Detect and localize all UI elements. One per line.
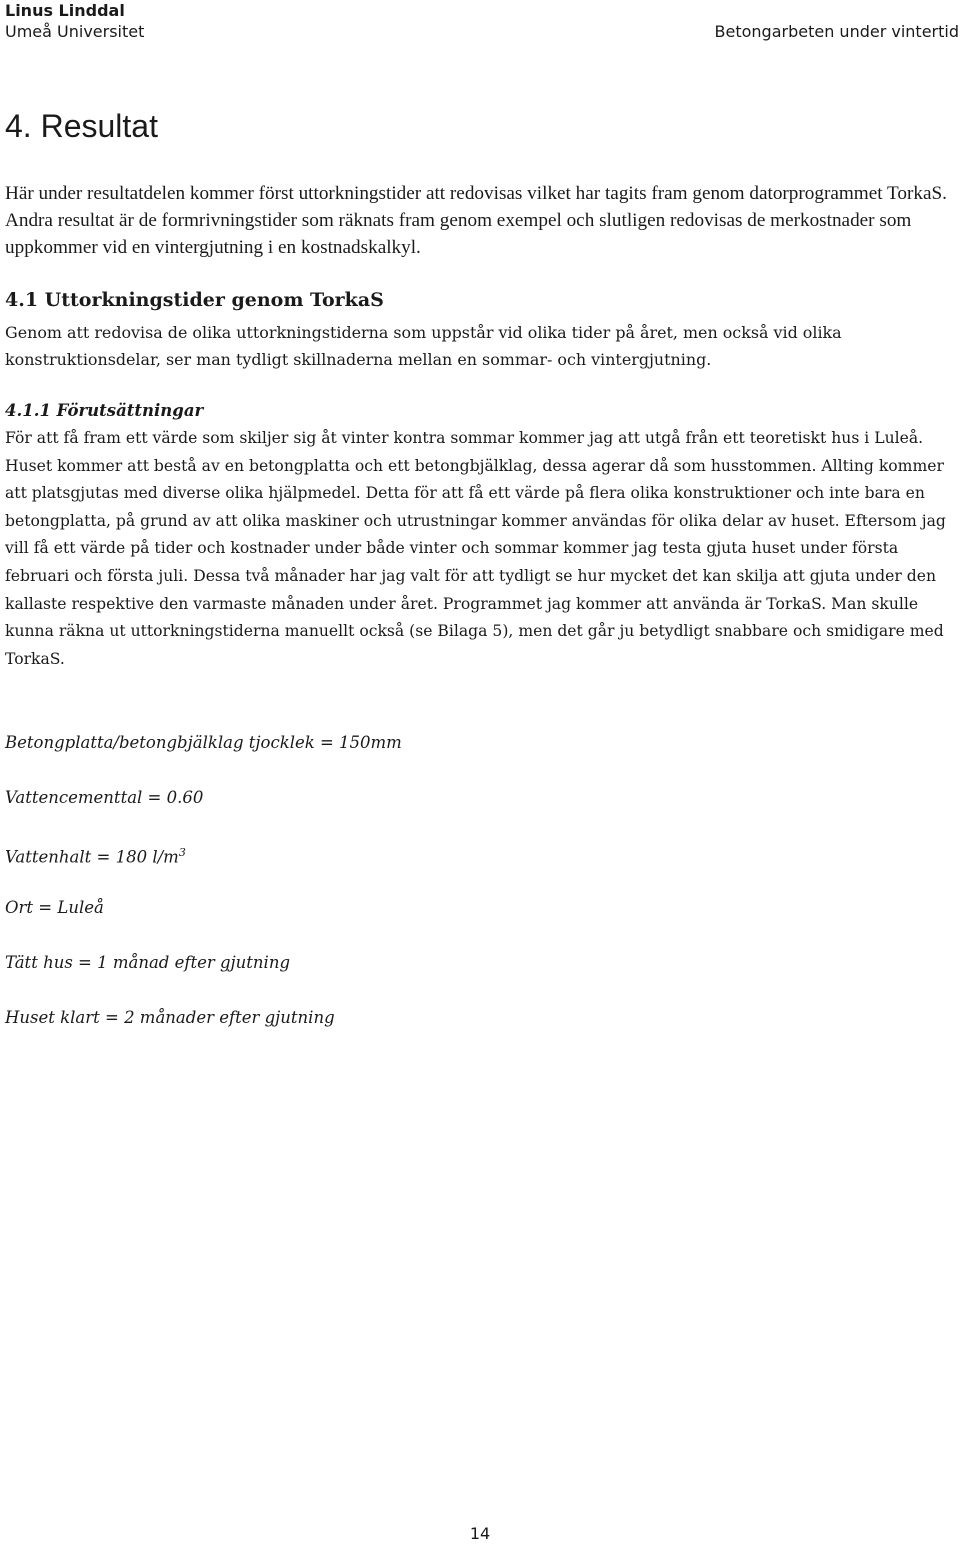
- page-number: 14: [469, 1524, 491, 1543]
- subsection-heading: 4.1 Uttorkningstider genom TorkaS: [5, 289, 384, 311]
- param-water-content-superscript: 3: [178, 846, 186, 859]
- subsubsection-heading: 4.1.1 Förutsättningar: [5, 401, 204, 420]
- header-document-title: Betongarbeten under vintertid: [714, 22, 959, 41]
- param-enclosed: Tätt hus = 1 månad efter gjutning: [5, 953, 291, 972]
- param-ready: Huset klart = 2 månader efter gjutning: [5, 1008, 335, 1027]
- param-wc-ratio: Vattencementtal = 0.60: [5, 788, 204, 807]
- param-thickness: Betongplatta/betongbjälklag tjocklek = 150mm: [5, 733, 402, 752]
- section-heading: 4. Resultat: [5, 108, 158, 144]
- subsubsection-paragraph: För att få fram ett värde som skiljer sig åt vinter kontra sommar kommer jag att utgå från ett teoretiskt hus i Luleå. Huset kommer att bestå av en betongplatta och ett betongbjälklag, dessa agerar då som husstommen. Allting kommer att platsgjutas med diverse olika hjälpmedel. Detta för att få ett värde på flera olika konstruktioner och inte bara en betongplatta, på grund av att olika maskiner och utrustningar kommer användas för olika delar av huset. Eftersom jag vill få ett värde på tider och kostnader under både vinter och sommar kommer jag testa gjuta huset under första februari och första juli. Dessa två månader har jag valt för att tydligt se hur mycket det kan skilja att gjuta under den kallaste respektive den varmaste månaden under året. Programmet jag kommer att använda är TorkaS. Man skulle kunna räkna ut uttorkningstiderna manuellt också (se Bilaga 5), men det går ju betydligt snabbare och smidigare med TorkaS.: [5, 429, 946, 668]
- param-location: Ort = Luleå: [5, 898, 104, 917]
- param-water-content-text: Vattenhalt = 180 l/m: [5, 847, 179, 867]
- header-author: Linus Linddal: [5, 1, 125, 20]
- section-intro-paragraph: Här under resultatdelen kommer först uttorkningstider att redovisas vilket har tagits fram genom datorprogrammet TorkaS. Andra resultat är de formrivningstider som räknats fram genom exempel och slutligen redovisas de merkostnader som uppkommer vid en vintergjutning i en kostnadskalkyl.: [5, 183, 947, 258]
- param-water-content: [5, 841, 186, 870]
- page-header: [5, 0, 959, 46]
- subsection-paragraph: Genom att redovisa de olika uttorkningstiderna som uppstår vid olika tider på året, men också vid olika konstruktionsdelar, ser man tydligt skillnaderna mellan en sommar- och vintergjutning.: [5, 323, 842, 369]
- header-university: Umeå Universitet: [5, 22, 145, 41]
